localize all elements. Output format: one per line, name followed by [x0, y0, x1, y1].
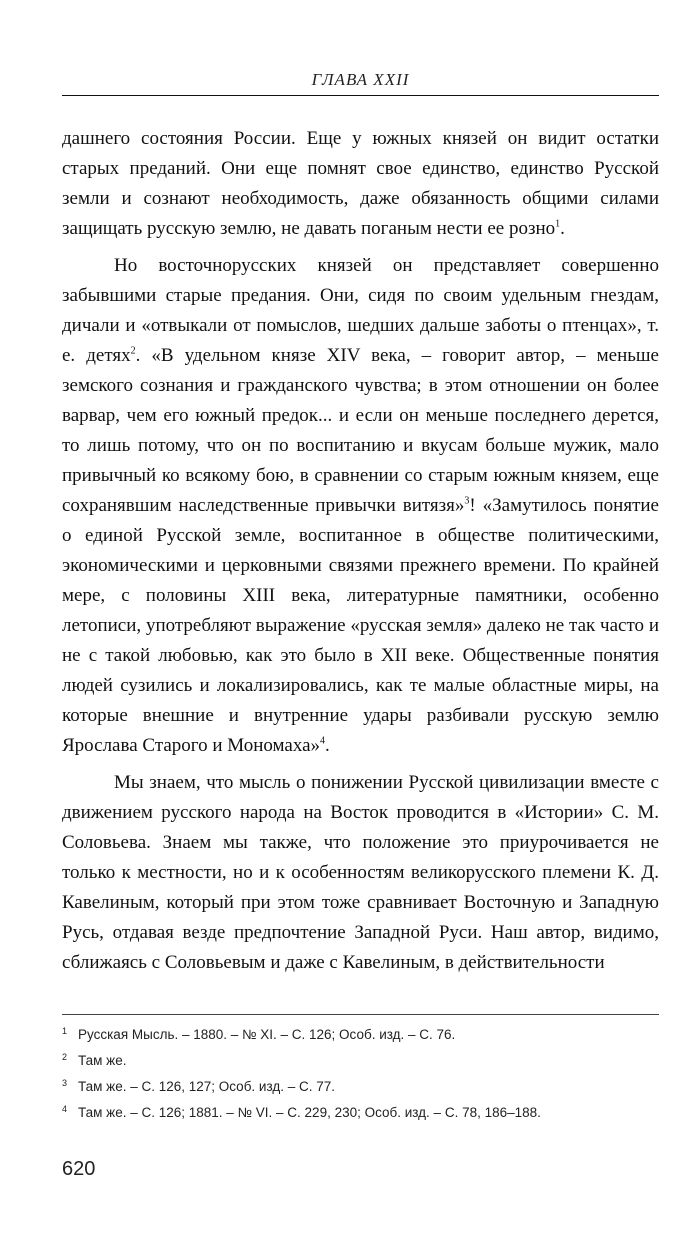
paragraph: [62, 251, 659, 761]
footnote: [62, 1048, 659, 1074]
footnote-ref: 2: [130, 345, 136, 357]
header-rule: [62, 95, 659, 96]
text-run: . «В удельном князе XIV века, – говорит автор, – меньше земского сознания и гражданского чувства; в этом отношении он более варвар, чем его южный предок... и если он меньше последнего дерется, то лишь потому, что он по воспитанию и вкусам больше мужик, мало привычный ко всякому бою, в сравнении со старым южным князем, еще сохранявшим наследственные привычки витязя»: [62, 345, 659, 516]
footnote-text: Русская Мысль. – 1880. – № XI. – С. 126; Особ. изд. – С. 76.: [78, 1027, 456, 1042]
text-run: ! «Замутилось понятие о единой Русской земле, воспитанное в обществе политическими, экономическими и церковными связями прежнего времени. По крайней мере, с половины XIII века, литературные памятники, особенно летописи, употребляют выражение «русская земля» далеко не так часто и не с такой любовью, как это было в XII веке. Общественные понятия людей сузились и локализировались, как те малые областные миры, на которые внешние и внутренние удары разбивали русскую землю Ярослава Старого и Мономаха»: [62, 495, 659, 756]
footnote: [62, 1074, 659, 1100]
text-run: Мы знаем, что мысль о понижении Русской цивилизации вместе с движением русского народа на Восток проводится в «Истории» С. М. Соловьева. Знаем мы также, что положение это приурочивается не только к местности, но и к особенностям великорусского племени К. Д. Кавелиным, который при этом тоже сравнивает Восточную и Западную Русь, отдавая везде предпочтение Западной Руси. Наш автор, видимо, сближаясь с Соловьевым и даже с Кавелиным, в действительности: [62, 772, 659, 973]
footnote-number: 2: [62, 1052, 68, 1062]
text-run: .: [560, 218, 565, 239]
footnote: [62, 1022, 659, 1048]
footnote-ref: 3: [464, 495, 470, 507]
page-number: 620: [62, 1158, 96, 1180]
text-run: .: [325, 735, 330, 756]
footnotes: [62, 1022, 659, 1126]
text-run: Но восточнорусских князей он представляет совершенно забывшими старые предания. Они, сидя по своим удельным гнездам, дичали и «отвыкали от помыслов, шедших дальше заботы о птенцах», т. е. детях: [62, 255, 659, 366]
footnote: [62, 1100, 659, 1126]
main-text: [62, 124, 659, 978]
footnote-number: 4: [62, 1104, 68, 1114]
footnote-text: Там же. – С. 126, 127; Особ. изд. – С. 77.: [78, 1079, 336, 1094]
text-run: дашнего состояния России. Еще у южных князей он видит остатки старых преданий. Они еще помнят свое единство, единство Русской земли и сознают необходимость, даже обязанность общими силами защищать русскую землю, не давать поганым нести ее розно: [62, 128, 659, 239]
footnote-ref: 1: [555, 218, 561, 230]
footnote-text: Там же. – С. 126; 1881. – № VI. – С. 229, 230; Особ. изд. – С. 78, 186–188.: [78, 1105, 541, 1120]
footnote-ref: 4: [320, 735, 326, 747]
running-header: ГЛАВА XXII: [311, 70, 410, 89]
footnote-number: 3: [62, 1078, 68, 1088]
footnote-divider: [62, 1014, 659, 1015]
footnote-text: Там же.: [78, 1053, 127, 1068]
paragraph: [62, 768, 659, 978]
footnote-number: 1: [62, 1026, 68, 1036]
paragraph: [62, 124, 659, 244]
